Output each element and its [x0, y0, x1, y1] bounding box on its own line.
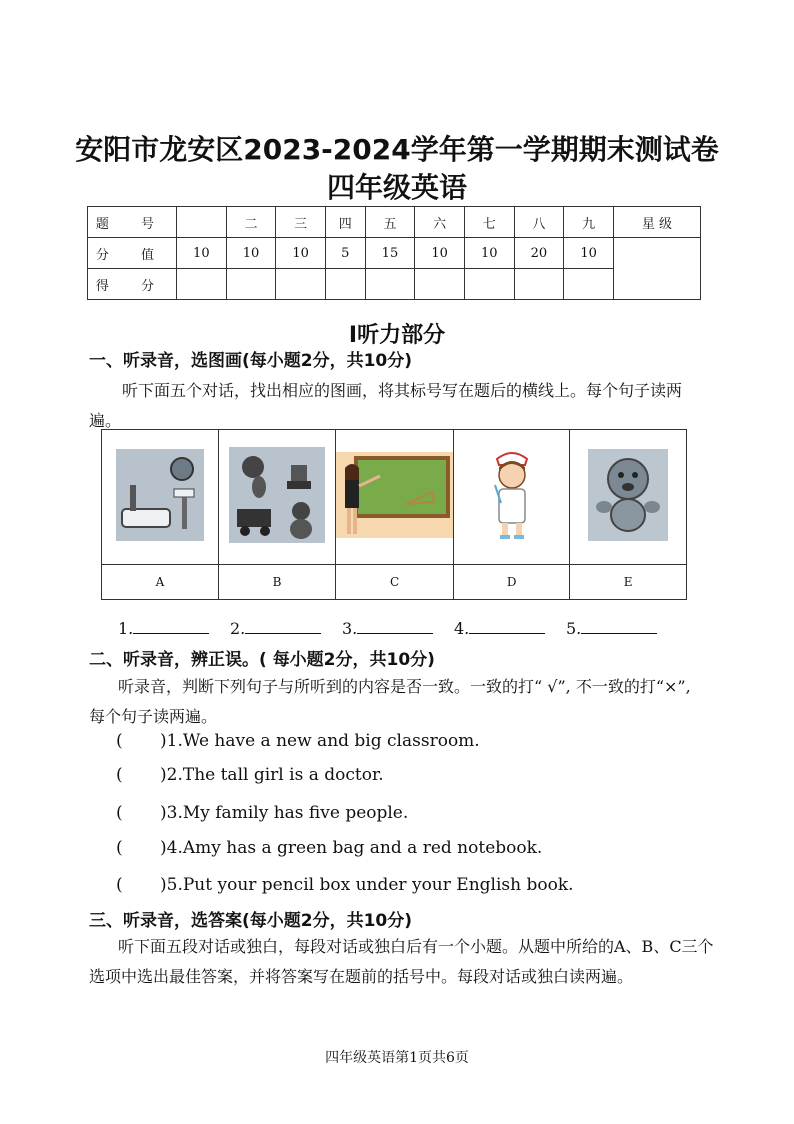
- teacher-icon: [336, 452, 453, 538]
- question-number: 六: [415, 207, 465, 238]
- points-cell: 20: [514, 238, 564, 269]
- score-row-earned: [88, 269, 701, 300]
- earned-cell[interactable]: [464, 269, 514, 300]
- row-label: 分 值: [88, 238, 177, 269]
- points-cell: 10: [464, 238, 514, 269]
- exam-subtitle: 四年级英语: [326, 171, 467, 204]
- earned-cell[interactable]: [325, 269, 365, 300]
- answer-blank[interactable]: 1.: [118, 619, 230, 638]
- tf-item-2[interactable]: ( )2.The tall girl is a doctor.: [116, 765, 384, 785]
- answer-blank[interactable]: 5.: [566, 619, 678, 638]
- question-number: 九: [564, 207, 614, 238]
- score-table: [87, 206, 701, 300]
- picture-table: [101, 429, 687, 600]
- row-label: 得 分: [88, 269, 177, 300]
- score-row-numbers: [88, 207, 701, 238]
- question-number: 四: [325, 207, 365, 238]
- question-number: 五: [365, 207, 415, 238]
- listening-heading: I听力部分: [348, 323, 446, 348]
- picture-label: D: [454, 565, 570, 600]
- section3-title: 三、听录音，选答案(每小题2分，共10分): [89, 911, 413, 931]
- earned-cell[interactable]: [365, 269, 415, 300]
- picture-cell-a: [102, 430, 219, 565]
- points-cell: 5: [325, 238, 365, 269]
- earned-cell[interactable]: [514, 269, 564, 300]
- tf-item-5[interactable]: ( )5.Put your pencil box under your English book.: [116, 875, 574, 895]
- section1-title: 一、听录音，选图画(每小题2分，共10分): [89, 351, 413, 371]
- picture-cell-c: [336, 430, 454, 565]
- points-cell: 15: [365, 238, 415, 269]
- points-cell: 10: [415, 238, 465, 269]
- score-row-points: [88, 238, 701, 269]
- nurse-icon: [477, 447, 547, 543]
- grade-label: 星 级: [614, 207, 701, 238]
- row-label: 题 号: [88, 207, 177, 238]
- baby-icon: [588, 449, 668, 541]
- picture-label: E: [570, 565, 687, 600]
- earned-cell[interactable]: [415, 269, 465, 300]
- question-number: 二: [226, 207, 276, 238]
- bathroom-icon: [116, 449, 204, 541]
- section3-instruction: 听下面五段对话或独白，每段对话或独白后有一个小题。从题中所给的A、B、C三个选项中选出最佳答案，并将答案写在题前的括号中。每段对话或独白读两遍。: [89, 937, 714, 986]
- picture-cell-e: [570, 430, 687, 565]
- toys-icon: [229, 447, 325, 543]
- earned-cell[interactable]: [177, 269, 227, 300]
- section2-instruction: 听录音，判断下列句子与所听到的内容是否一致。一致的打“ √”, 不一致的打“×”, 每个句子读两遍。: [89, 677, 691, 726]
- tf-item-4[interactable]: ( )4.Amy has a green bag and a red notebook.: [116, 838, 543, 858]
- picture-cell-b: [218, 430, 335, 565]
- picture-label: C: [336, 565, 454, 600]
- answer-blank[interactable]: 2.: [230, 619, 342, 638]
- tf-item-3[interactable]: ( )3.My family has five people.: [116, 803, 409, 823]
- answer-blanks: [118, 619, 678, 638]
- grade-cell[interactable]: [614, 238, 701, 300]
- picture-label: A: [102, 565, 219, 600]
- earned-cell[interactable]: [226, 269, 276, 300]
- earned-cell[interactable]: [276, 269, 326, 300]
- earned-cell[interactable]: [564, 269, 614, 300]
- question-number: [177, 207, 227, 238]
- question-number: 三: [276, 207, 326, 238]
- answer-blank[interactable]: 3.: [342, 619, 454, 638]
- question-number: 八: [514, 207, 564, 238]
- question-number: 七: [464, 207, 514, 238]
- section1-instruction: 听下面五个对话，找出相应的图画，将其标号写在题后的横线上。每个句子读两遍。: [89, 381, 683, 430]
- picture-label: B: [218, 565, 335, 600]
- tf-item-1[interactable]: ( )1.We have a new and big classroom.: [116, 731, 480, 751]
- points-cell: 10: [177, 238, 227, 269]
- points-cell: 10: [276, 238, 326, 269]
- points-cell: 10: [226, 238, 276, 269]
- section2-title: 二、听录音，辨正误。( 每小题2分，共10分): [89, 650, 435, 670]
- answer-blank[interactable]: 4.: [454, 619, 566, 638]
- picture-cell-d: [454, 430, 570, 565]
- page-footer: 四年级英语第1页共6页: [325, 1050, 469, 1066]
- points-cell: 10: [564, 238, 614, 269]
- exam-title: 安阳市龙安区2023-2024学年第一学期期末测试卷: [75, 133, 719, 166]
